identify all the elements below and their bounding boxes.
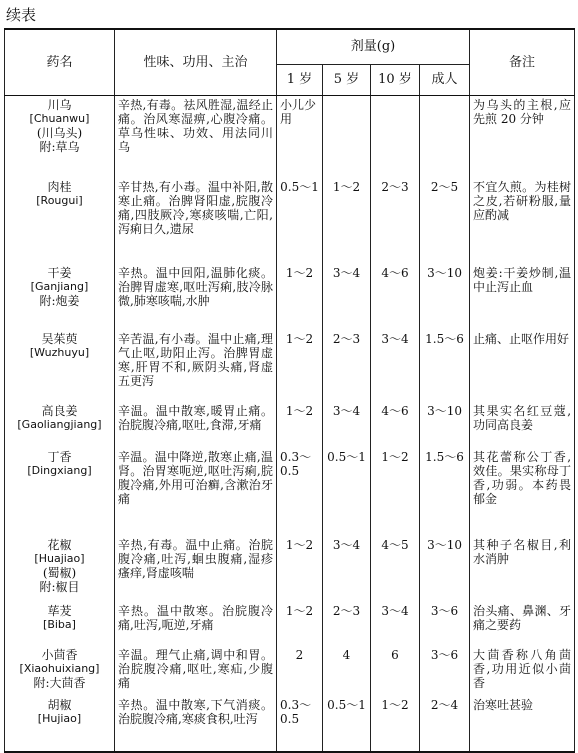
dose-cell: 小儿少用 [277, 96, 323, 178]
dose-cell-empty [371, 96, 420, 178]
herb-pinyin: [Wuzhuyu] [29, 345, 90, 359]
dose-cell: 4～5 [371, 536, 420, 602]
herb-pinyin: [Chuanwu] [29, 112, 90, 125]
herb-alias: 附:椒目 [39, 579, 80, 594]
herb-description: 辛热,有毒。祛风胜湿,温经止痛。治风寒湿痹,心腹冷痛。草乌性味、功效、用法同川乌 [115, 96, 277, 178]
dose-cell: 4～6 [371, 264, 420, 330]
herb-pinyin: [Rougui] [36, 193, 83, 207]
herb-name: 川乌 [47, 98, 72, 112]
herb-alias: (川乌头) [36, 126, 83, 140]
herb-description: 辛苦温,有小毒。温中止痛,理气止呕,助阳止泻。治脾胃虚寒,肝胃不和,厥阴头痛,肾虚五更泻 [115, 330, 277, 402]
dose-cell: 4～6 [371, 402, 420, 448]
herb-description: 辛热。温中回阳,温肺化痰。治脾胃虚寒,呕吐泻痢,肢冷脉微,肺寒咳喘,水肿 [115, 264, 277, 330]
herb-name-cell [5, 330, 115, 402]
dose-cell: 3～4 [371, 602, 420, 646]
herb-name-cell [5, 536, 115, 602]
herb-description: 辛热,有毒。温中止痛。治脘腹冷痛,吐泻,蛔虫腹痛,湿疹瘙痒,肾虚咳喘 [115, 536, 277, 602]
herb-name-cell [5, 96, 115, 178]
table-row [5, 646, 575, 696]
table-row [5, 330, 575, 402]
dose-cell: 6 [371, 646, 420, 696]
header-notes: 备注 [470, 29, 575, 96]
herb-description: 辛温。理气止痛,调中和胃。治脘腹冷痛,呕吐,寒疝,少腹痛 [115, 646, 277, 696]
dose-cell: 3～6 [420, 602, 470, 646]
dose-cell-empty [323, 96, 371, 178]
herb-name-cell [5, 264, 115, 330]
dose-cell: 3～4 [323, 264, 371, 330]
header-name: 药名 [5, 29, 115, 96]
table-row [5, 696, 575, 752]
herb-alias: 附:炮姜 [39, 293, 80, 308]
herb-note: 治寒吐甚验 [470, 696, 575, 752]
dose-cell: 1.5～6 [420, 330, 470, 402]
herb-pinyin: [Dingxiang] [27, 463, 92, 477]
dose-cell-empty [420, 96, 470, 178]
dose-cell: 3～10 [420, 264, 470, 330]
dose-cell: 1～2 [371, 448, 420, 536]
herb-name-cell [5, 178, 115, 264]
dose-cell: 3～4 [371, 330, 420, 402]
dose-cell: 1～2 [277, 602, 323, 646]
header-age-adult: 成人 [420, 65, 470, 96]
dose-cell: 2～3 [371, 178, 420, 264]
header-age-1: 1 岁 [277, 65, 323, 96]
dose-cell: 2～3 [323, 330, 371, 402]
dose-cell: 0.5～1 [323, 448, 371, 536]
herb-pinyin: [Ganjiang] [30, 279, 89, 293]
herb-note: 止痛、止呕作用好 [470, 330, 575, 402]
dose-cell: 1～2 [323, 178, 371, 264]
herb-name: 小茴香 [41, 647, 78, 662]
herb-table [4, 28, 575, 753]
header-age-10: 10 岁 [371, 65, 420, 96]
table-row [5, 402, 575, 448]
herb-name-cell [5, 646, 115, 696]
dose-cell: 3～4 [323, 536, 371, 602]
herb-name: 干姜 [47, 265, 72, 280]
dose-cell: 3～10 [420, 536, 470, 602]
herb-description: 辛热。温中散寒。治脘腹冷痛,吐泻,呃逆,牙痛 [115, 602, 277, 646]
herb-alias: 附:大茴香 [33, 675, 86, 690]
herb-pinyin: [Huajiao] [34, 551, 85, 565]
dose-cell: 2～3 [323, 602, 371, 646]
dose-cell: 0.5～1 [277, 178, 323, 264]
herb-name: 肉桂 [47, 179, 72, 194]
herb-name-cell [5, 696, 115, 752]
table-row [5, 536, 575, 602]
header-dosage: 剂量(g) [277, 29, 470, 65]
herb-description: 辛甘热,有小毒。温中补阳,散寒止痛。治脾肾阳虚,脘腹冷痛,四肢厥冷,寒痰咳喘,亡阳,泻痢日久,遗尿 [115, 178, 277, 264]
herb-name: 花椒 [47, 537, 72, 552]
herb-name-cell [5, 402, 115, 448]
dose-cell: 3～4 [323, 402, 371, 448]
dose-cell: 1～2 [277, 264, 323, 330]
herb-note: 大茴香称八角茴香,功用近似小茴香 [470, 646, 575, 696]
dose-cell: 1～2 [277, 330, 323, 402]
header-age-5: 5 岁 [323, 65, 371, 96]
dose-cell: 2～5 [420, 178, 470, 264]
herb-name: 吴茱萸 [41, 331, 78, 346]
herb-name: 胡椒 [47, 697, 72, 712]
herb-pinyin: [Hujiao] [37, 711, 82, 725]
herb-note: 治头痛、鼻渊、牙痛之要药 [470, 602, 575, 646]
table-caption: 续表 [6, 6, 37, 24]
dose-cell: 0.5～1 [323, 696, 371, 752]
dose-cell: 0.3～0.5 [277, 696, 323, 752]
table-row [5, 602, 575, 646]
herb-name-cell [5, 602, 115, 646]
herb-description: 辛热。温中散寒,下气消痰。治脘腹冷痛,寒痰食积,吐泻 [115, 696, 277, 752]
dose-cell: 4 [323, 646, 371, 696]
herb-description: 辛温。温中散寒,暖胃止痛。治脘腹冷痛,呕吐,食滞,牙痛 [115, 402, 277, 448]
table-row [5, 264, 575, 330]
herb-table-body [5, 96, 575, 752]
herb-alias: 附:草乌 [39, 140, 80, 154]
herb-note: 炮姜:干姜炒制,温中止泻止血 [470, 264, 575, 330]
herb-name: 高良姜 [41, 403, 78, 418]
table-row [5, 448, 575, 536]
table-row [5, 178, 575, 264]
herb-name: 丁香 [47, 449, 72, 464]
herb-note: 为乌头的主根,应先煎 20 分钟 [470, 96, 575, 178]
herb-note: 不宜久煎。为桂树之皮,若研粉服,量应酌减 [470, 178, 575, 264]
herb-note: 其种子名椒目,利水消肿 [470, 536, 575, 602]
herb-description: 辛温。温中降逆,散寒止痛,温肾。治胃寒呃逆,呕吐泻痢,脘腹冷痛,外用可治癣,含漱治牙痛 [115, 448, 277, 536]
dose-cell: 3～10 [420, 402, 470, 448]
header-properties: 性味、功用、主治 [115, 29, 277, 96]
herb-pinyin: [Gaoliangjiang] [17, 417, 102, 431]
herb-alias: (蜀椒) [42, 565, 77, 580]
dose-cell: 1～2 [371, 696, 420, 752]
dose-cell: 1～2 [277, 536, 323, 602]
dose-cell: 3～6 [420, 646, 470, 696]
herb-note: 其花蕾称公丁香,效佳。果实称母丁香,功弱。本药畏郁金 [470, 448, 575, 536]
herb-pinyin: [Biba] [43, 617, 76, 631]
herb-name-cell [5, 448, 115, 536]
dose-cell: 0.3～0.5 [277, 448, 323, 536]
herb-name: 荜茇 [47, 603, 72, 618]
herb-pinyin: [Xiaohuixiang] [19, 661, 100, 675]
dose-cell: 1.5～6 [420, 448, 470, 536]
table-row [5, 96, 575, 178]
herb-note: 其果实名红豆蔻,功同高良姜 [470, 402, 575, 448]
dose-cell: 2 [277, 646, 323, 696]
dose-cell: 1～2 [277, 402, 323, 448]
dose-cell: 2～4 [420, 696, 470, 752]
